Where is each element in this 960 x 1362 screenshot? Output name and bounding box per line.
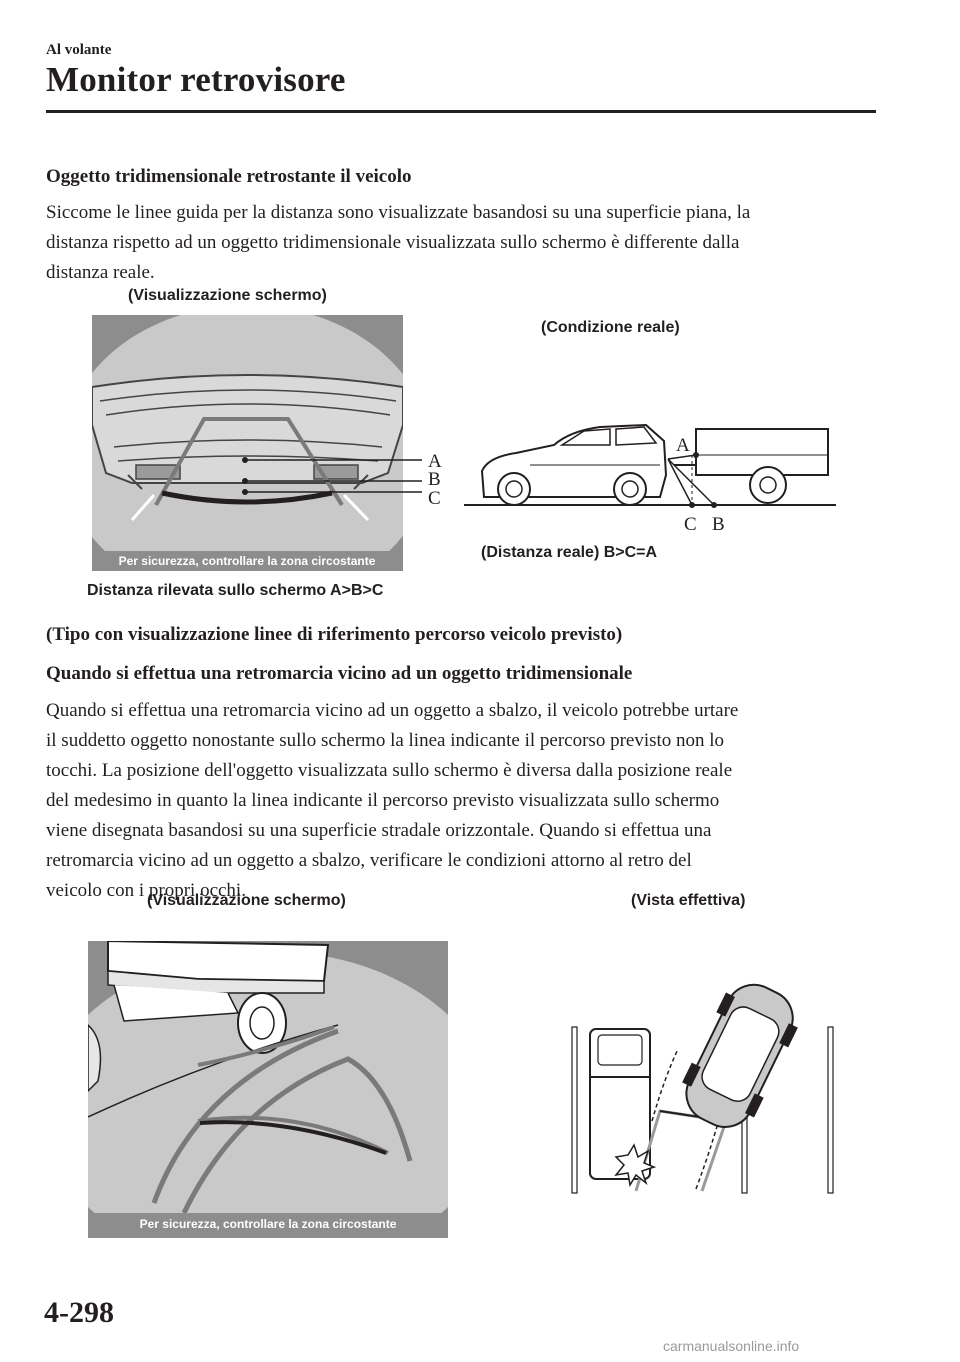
parking-line [572,1027,577,1193]
section2-line: tocchi. La posizione dell'oggetto visualizzata sullo schermo è diversa dalla posizione reale [46,760,733,781]
section2-line: veicolo con i propri occhi. [46,880,246,901]
marker-c [242,489,248,495]
figure1-real-caption: (Condizione reale) [541,319,680,336]
section2-paragraph [46,696,886,906]
section2-line: retromarcia vicino ad un oggetto a sbalzo, verificare le condizioni attorno al retro del [46,850,692,871]
suv-wheel-front [498,473,530,505]
section-label: Al volante [46,42,112,58]
real-label-a: A [676,435,690,456]
figure1-screen-caption: (Visualizzazione schermo) [128,287,327,304]
trailer-wheel [750,467,786,503]
figure2-screen-illustration [88,941,448,1238]
section1-paragraph [46,198,886,288]
figure2-actual-illustration [560,965,840,1200]
page-title: Monitor retrovisore [46,60,346,99]
figure1-real-illustration [460,405,840,535]
page-number: 4-298 [44,1296,114,1329]
suv-wheel-rear [614,473,646,505]
figure1-real-distance-caption: (Distanza reale) B>C=A [481,544,658,561]
figure2-actual-caption: (Vista effettiva) [631,892,746,909]
label-c: C [428,488,441,509]
figure2-screen-caption: (Visualizzazione schermo) [147,892,346,909]
real-label-b: B [712,514,725,535]
parking-line [828,1027,833,1193]
section1-line: Siccome le linee guida per la distanza sono visualizzate basandosi su una superficie piana, la [46,202,751,223]
section2-heading: Quando si effettua una retromarcia vicino ad un oggetto tridimensionale [46,663,633,684]
figure1-screen-distance-caption: Distanza rilevata sullo schermo A>B>C [87,582,384,599]
marker-a [242,457,248,463]
section2-line: Quando si effettua una retromarcia vicino ad un oggetto a sbalzo, il veicolo potrebbe urtare [46,700,739,721]
watermark: carmanualsonline.info [663,1338,800,1354]
marker-b [242,478,248,484]
section1-line: distanza reale. [46,262,155,283]
section2-line: viene disegnata basandosi su una superficie stradale orizzontale. Quando si effettua una [46,820,712,841]
section1-line: distanza rispetto ad un oggetto tridimensionale visualizzata sullo schermo è differente dalla [46,232,740,253]
section2-line: del medesimo in quanto la linea indicante il percorso previsto visualizzata sullo schermo [46,790,720,811]
title-rule [46,110,876,113]
label-a: A [428,451,442,472]
screen-warning: Per sicurezza, controllare la zona circostante [139,1217,397,1231]
label-b: B [428,469,441,490]
reversing-car [672,973,808,1139]
section2-line: il suddetto oggetto nonostante sullo schermo la linea indicante il percorso previsto non lo [46,730,725,751]
real-label-c: C [684,514,697,535]
figure1-screen-illustration [92,315,442,571]
section2-type-note: (Tipo con visualizzazione linee di riferimento percorso veicolo previsto) [46,624,623,645]
screen-warning: Per sicurezza, controllare la zona circostante [118,554,376,568]
section1-heading: Oggetto tridimensionale retrostante il veicolo [46,166,412,187]
